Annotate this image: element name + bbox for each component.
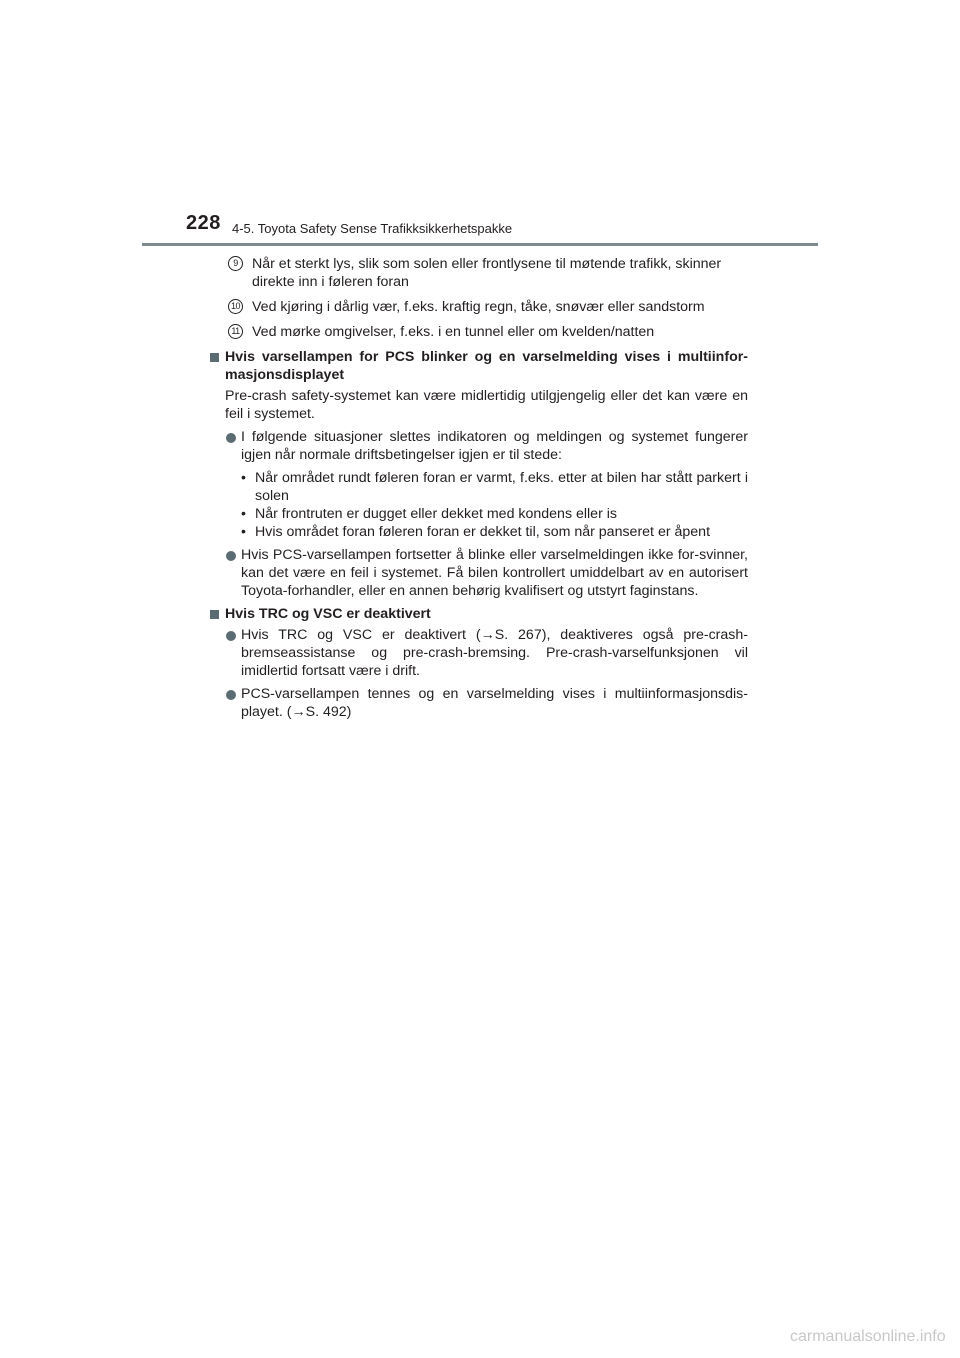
numbered-item-text: Når et sterkt lys, slik som solen eller frontlysene til møtende trafikk, skinner direkte inn i føleren foran [252, 256, 722, 290]
bullet-text: Hvis TRC og VSC er deaktivert (→S. 267), deaktiveres også pre-crash-bremseassistanse og pre-crash-bremsing. Pre-crash-varselfunksjonen vil imidlertid fortsatt være i drift. [241, 627, 748, 679]
square-bullet-icon [210, 610, 219, 619]
section-heading [208, 605, 748, 623]
header-rule [142, 243, 818, 246]
square-bullet-icon [210, 353, 219, 362]
bullet-item [208, 626, 748, 680]
numbered-item-text: Ved kjøring i dårlig vær, f.eks. kraftig regn, tåke, snøvær eller sandstorm [252, 299, 705, 315]
section-heading [208, 348, 748, 384]
circled-number-9-icon: 9 [228, 256, 243, 271]
section-heading-text: Hvis varsellampen for PCS blinker og en varselmelding vises i multiinfor-masjonsdisplayet [225, 349, 748, 383]
bullet-item [208, 546, 748, 600]
section-heading-text: Hvis TRC og VSC er deaktivert [225, 606, 431, 622]
sub-item-text: Når området rundt føleren foran er varmt, f.eks. etter at bilen har stått parkert i solen [255, 470, 748, 504]
round-bullet-icon [226, 433, 236, 443]
numbered-item [208, 298, 748, 316]
sub-list-item [208, 469, 748, 505]
bullet-text: I følgende situasjoner slettes indikatoren og meldingen og systemet fungerer igjen når normale driftsbetingelser igjen er til stede: [241, 429, 748, 463]
circled-number-11-icon: 11 [228, 324, 243, 339]
sub-bullet-icon: • [241, 470, 246, 486]
round-bullet-icon [226, 631, 236, 641]
sub-item-text: Når frontruten er dugget eller dekket med kondens eller is [255, 506, 617, 522]
circled-number-10-icon: 10 [228, 299, 243, 314]
sub-list-item [208, 523, 748, 541]
sub-bullet-icon: • [241, 524, 246, 540]
round-bullet-icon [226, 551, 236, 561]
page-header [186, 212, 818, 246]
sub-list-item [208, 505, 748, 523]
sub-bullet-icon: • [241, 506, 246, 522]
bullet-text: PCS-varsellampen tennes og en varselmelding vises i multiinformasjonsdis-playet. (→S. 492) [241, 686, 748, 720]
bullet-item [208, 685, 748, 721]
watermark-logo: carmanualsonline.info [790, 1328, 946, 1345]
section-paragraph: Pre-crash safety-systemet kan være midlertidig utilgjengelig eller det kan være en feil i systemet. [225, 388, 748, 422]
numbered-item [208, 323, 748, 341]
bullet-text: Hvis PCS-varsellampen fortsetter å blinke eller varselmeldingen ikke for-svinner, kan det være en feil i systemet. Få bilen kontrollert umiddelbart av en autorisert Toyota-forhandler, eller en annen behørig kvalifisert og utstyrt faginstans. [241, 547, 748, 599]
page-number: 228 [186, 212, 221, 234]
bullet-item [208, 428, 748, 464]
page-content [208, 255, 748, 726]
numbered-item-text: Ved mørke omgivelser, f.eks. i en tunnel eller om kvelden/natten [252, 324, 655, 340]
chapter-title: 4-5. Toyota Safety Sense Trafikksikkerhetspakke [232, 221, 513, 236]
sub-item-text: Hvis området foran føleren foran er dekket til, som når panseret er åpent [255, 524, 711, 540]
numbered-item [208, 255, 748, 291]
round-bullet-icon [226, 690, 236, 700]
